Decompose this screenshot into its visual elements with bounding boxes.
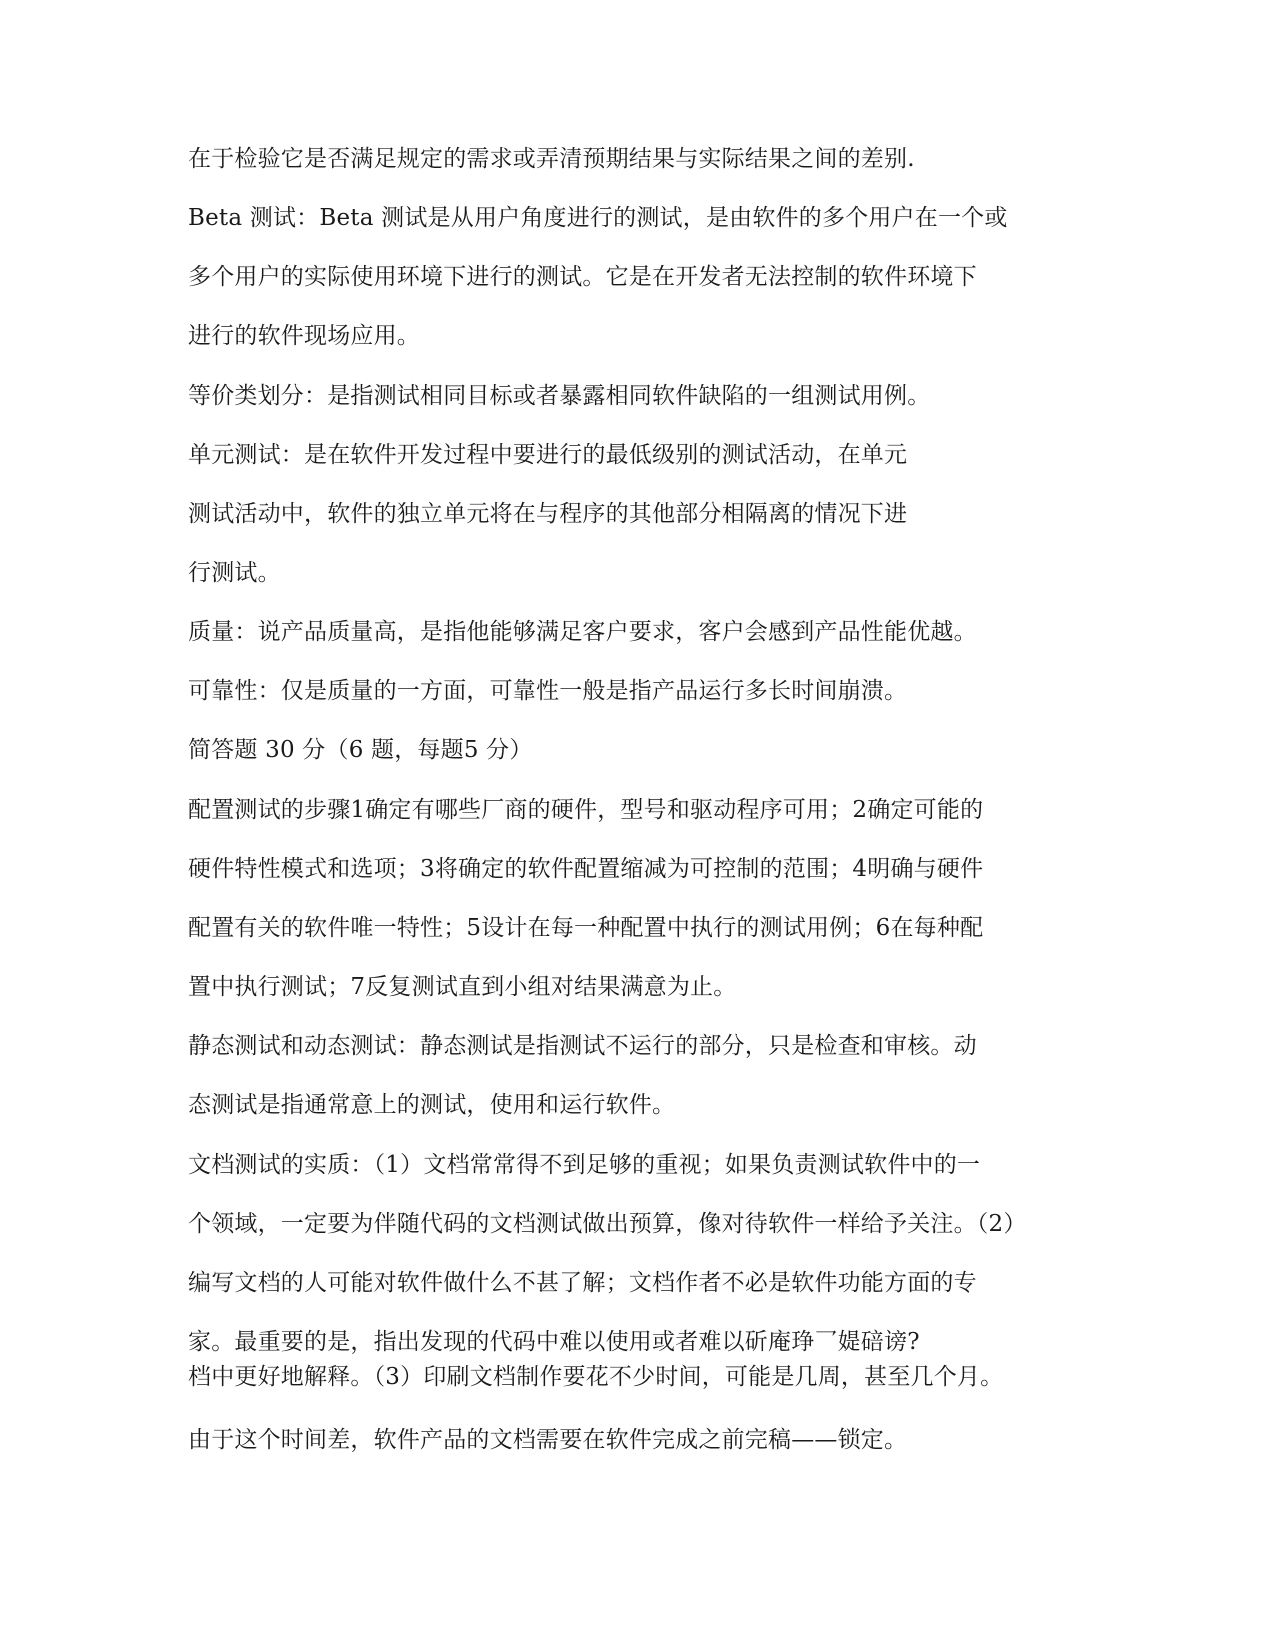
- text-line: 硬件特性模式和选项；3将确定的软件配置缩减为可控制的范围；4明确与硬件: [188, 856, 984, 882]
- text-line: 个领域，一定要为伴随代码的文档测试做出预算，像对待软件一样给予关注。（2）: [188, 1211, 1027, 1237]
- text-line: 档中更好地解释。（3）印刷文档制作要花不少时间，可能是几周，甚至几个月。: [188, 1364, 1004, 1390]
- text-line: 单元测试：是在软件开发过程中要进行的最低级别的测试活动，在单元: [188, 442, 908, 468]
- text-line: 静态测试和动态测试：静态测试是指测试不运行的部分，只是检查和审核。动: [188, 1033, 977, 1059]
- text-line: Beta 测试：Beta 测试是从用户角度进行的测试，是由软件的多个用户在一个或: [188, 205, 1008, 231]
- section-heading: 简答题 30 分（6 题，每题5 分）: [188, 737, 533, 763]
- text-line: 编写文档的人可能对软件做什么不甚了解；文档作者不必是软件功能方面的专: [188, 1270, 977, 1296]
- text-line: 多个用户的实际使用环境下进行的测试。它是在开发者无法控制的软件环境下: [188, 264, 977, 290]
- text-line: 质量：说产品质量高，是指他能够满足客户要求，客户会感到产品性能优越。: [188, 619, 977, 645]
- text-line: 配置有关的软件唯一特性；5设计在每一种配置中执行的测试用例；6在每种配: [188, 915, 984, 941]
- text-line: 在于检验它是否满足规定的需求或弄清预期结果与实际结果之间的差别.: [188, 146, 915, 172]
- text-line: 家。最重要的是，指出发现的代码中难以使用或者难以斫庵琤乛媞碚谤?: [188, 1329, 920, 1355]
- text-line: 置中执行测试；7反复测试直到小组对结果满意为止。: [188, 974, 737, 1000]
- text-line: 等价类划分：是指测试相同目标或者暴露相同软件缺陷的一组测试用例。: [188, 383, 931, 409]
- text-line: 配置测试的步骤1确定有哪些厂商的硬件，型号和驱动程序可用；2确定可能的: [188, 797, 984, 823]
- text-line: 行测试。: [188, 560, 281, 586]
- text-line: 态测试是指通常意上的测试，使用和运行软件。: [188, 1092, 676, 1118]
- text-line: 进行的软件现场应用。: [188, 323, 420, 349]
- text-line: 可靠性：仅是质量的一方面，可靠性一般是指产品运行多长时间崩溃。: [188, 678, 908, 704]
- text-line: 由于这个时间差，软件产品的文档需要在软件完成之前完稿——锁定。: [188, 1427, 908, 1453]
- text-line: 测试活动中，软件的独立单元将在与程序的其他部分相隔离的情况下进: [188, 501, 908, 527]
- text-line: 文档测试的实质：（1）文档常常得不到足够的重视；如果负责测试软件中的一: [188, 1152, 981, 1178]
